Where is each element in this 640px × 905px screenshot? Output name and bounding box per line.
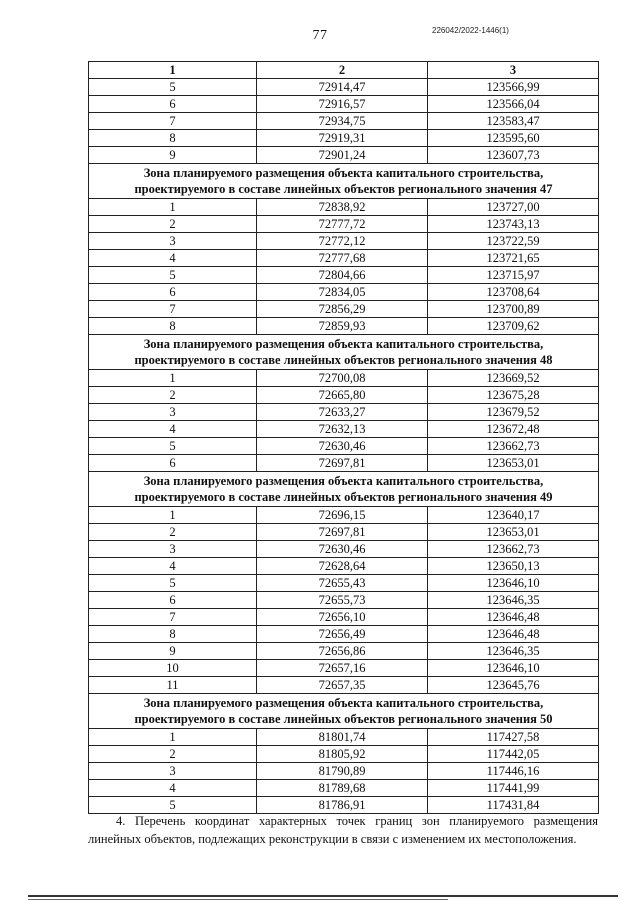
x-coordinate-cell: 72696,15 <box>257 507 428 524</box>
point-number-cell: 3 <box>89 541 257 558</box>
point-number-cell: 1 <box>89 729 257 746</box>
point-number-cell: 2 <box>89 746 257 763</box>
y-coordinate-cell: 123646,35 <box>428 592 599 609</box>
point-number-cell: 7 <box>89 609 257 626</box>
x-coordinate-cell: 72916,57 <box>257 96 428 113</box>
y-coordinate-cell: 117427,58 <box>428 729 599 746</box>
zone-title-row <box>89 694 599 729</box>
x-coordinate-cell: 72777,72 <box>257 216 428 233</box>
x-coordinate-cell: 81786,91 <box>257 797 428 814</box>
x-coordinate-cell: 72697,81 <box>257 455 428 472</box>
point-number-cell: 6 <box>89 96 257 113</box>
y-coordinate-cell: 123646,10 <box>428 575 599 592</box>
table-row <box>89 233 599 250</box>
table-header-row <box>89 62 599 79</box>
y-coordinate-cell: 117441,99 <box>428 780 599 797</box>
header-cell: 2 <box>257 62 428 79</box>
table-row <box>89 746 599 763</box>
x-coordinate-cell: 72834,05 <box>257 284 428 301</box>
point-number-cell: 1 <box>89 199 257 216</box>
x-coordinate-cell: 81801,74 <box>257 729 428 746</box>
y-coordinate-cell: 123700,89 <box>428 301 599 318</box>
table-row <box>89 267 599 284</box>
point-number-cell: 4 <box>89 558 257 575</box>
zone-title-line: Зона планируемого размещения объекта капитального строительства, <box>143 166 544 180</box>
x-coordinate-cell: 72859,93 <box>257 318 428 335</box>
point-number-cell: 7 <box>89 301 257 318</box>
point-number-cell: 5 <box>89 438 257 455</box>
table-row <box>89 455 599 472</box>
table-row <box>89 763 599 780</box>
footer-paragraph: 4. Перечень координат характерных точек границ зон планируемого размещения линейных объектов, подлежащих реконструкции в связи с изменением их местоположения. <box>88 814 598 846</box>
document-id: 226042/2022-1446(1) <box>432 26 509 35</box>
x-coordinate-cell: 72628,64 <box>257 558 428 575</box>
point-number-cell: 1 <box>89 370 257 387</box>
point-number-cell: 4 <box>89 250 257 267</box>
y-coordinate-cell: 123645,76 <box>428 677 599 694</box>
x-coordinate-cell: 72656,10 <box>257 609 428 626</box>
table-row <box>89 507 599 524</box>
y-coordinate-cell: 123709,62 <box>428 318 599 335</box>
table-row <box>89 524 599 541</box>
y-coordinate-cell: 123583,47 <box>428 113 599 130</box>
table-row <box>89 96 599 113</box>
zone-title-line: проектируемого в составе линейных объектов регионального значения 50 <box>134 712 553 726</box>
table-row <box>89 113 599 130</box>
x-coordinate-cell: 72665,80 <box>257 387 428 404</box>
table-row <box>89 284 599 301</box>
y-coordinate-cell: 123646,48 <box>428 626 599 643</box>
x-coordinate-cell: 72856,29 <box>257 301 428 318</box>
table-row <box>89 404 599 421</box>
point-number-cell: 4 <box>89 780 257 797</box>
zone-title <box>89 472 599 507</box>
y-coordinate-cell: 123653,01 <box>428 524 599 541</box>
x-coordinate-cell: 72656,49 <box>257 626 428 643</box>
point-number-cell: 8 <box>89 318 257 335</box>
point-number-cell: 10 <box>89 660 257 677</box>
table-body <box>89 79 599 814</box>
table-row <box>89 147 599 164</box>
zone-title <box>89 335 599 370</box>
zone-title <box>89 694 599 729</box>
table-row <box>89 592 599 609</box>
y-coordinate-cell: 123721,65 <box>428 250 599 267</box>
x-coordinate-cell: 72630,46 <box>257 541 428 558</box>
x-coordinate-cell: 72804,66 <box>257 267 428 284</box>
x-coordinate-cell: 81805,92 <box>257 746 428 763</box>
point-number-cell: 8 <box>89 626 257 643</box>
zone-title-line: Зона планируемого размещения объекта капитального строительства, <box>143 696 544 710</box>
table-row <box>89 660 599 677</box>
y-coordinate-cell: 123595,60 <box>428 130 599 147</box>
y-coordinate-cell: 117446,16 <box>428 763 599 780</box>
point-number-cell: 5 <box>89 797 257 814</box>
x-coordinate-cell: 72657,35 <box>257 677 428 694</box>
y-coordinate-cell: 123722,59 <box>428 233 599 250</box>
zone-title-line: Зона планируемого размещения объекта капитального строительства, <box>143 337 544 351</box>
zone-title-line: проектируемого в составе линейных объектов регионального значения 49 <box>134 490 553 504</box>
x-coordinate-cell: 72919,31 <box>257 130 428 147</box>
zone-title-line: Зона планируемого размещения объекта капитального строительства, <box>143 474 544 488</box>
point-number-cell: 3 <box>89 404 257 421</box>
y-coordinate-cell: 123743,13 <box>428 216 599 233</box>
bottom-rule-thin <box>28 899 448 900</box>
bottom-rule <box>28 895 618 897</box>
y-coordinate-cell: 123653,01 <box>428 455 599 472</box>
point-number-cell: 9 <box>89 643 257 660</box>
page-number: 77 <box>312 28 328 43</box>
zone-title-line: проектируемого в составе линейных объектов регионального значения 48 <box>134 353 553 367</box>
x-coordinate-cell: 81789,68 <box>257 780 428 797</box>
x-coordinate-cell: 72934,75 <box>257 113 428 130</box>
table-row <box>89 199 599 216</box>
table-row <box>89 558 599 575</box>
zone-title-row <box>89 335 599 370</box>
y-coordinate-cell: 123566,04 <box>428 96 599 113</box>
table-row <box>89 729 599 746</box>
y-coordinate-cell: 123646,10 <box>428 660 599 677</box>
y-coordinate-cell: 123662,73 <box>428 541 599 558</box>
y-coordinate-cell: 123708,64 <box>428 284 599 301</box>
coordinates-table <box>88 61 599 814</box>
x-coordinate-cell: 72632,13 <box>257 421 428 438</box>
table-row <box>89 250 599 267</box>
x-coordinate-cell: 81790,89 <box>257 763 428 780</box>
table-row <box>89 797 599 814</box>
table-row <box>89 421 599 438</box>
y-coordinate-cell: 123662,73 <box>428 438 599 455</box>
table-row <box>89 541 599 558</box>
point-number-cell: 6 <box>89 284 257 301</box>
zone-title-line: проектируемого в составе линейных объектов регионального значения 47 <box>134 182 553 196</box>
table-row <box>89 626 599 643</box>
y-coordinate-cell: 123679,52 <box>428 404 599 421</box>
table-row <box>89 575 599 592</box>
header-cell: 1 <box>89 62 257 79</box>
point-number-cell: 2 <box>89 524 257 541</box>
y-coordinate-cell: 123715,97 <box>428 267 599 284</box>
x-coordinate-cell: 72630,46 <box>257 438 428 455</box>
y-coordinate-cell: 123566,99 <box>428 79 599 96</box>
y-coordinate-cell: 123646,35 <box>428 643 599 660</box>
x-coordinate-cell: 72655,73 <box>257 592 428 609</box>
y-coordinate-cell: 117442,05 <box>428 746 599 763</box>
y-coordinate-cell: 123646,48 <box>428 609 599 626</box>
point-number-cell: 6 <box>89 592 257 609</box>
x-coordinate-cell: 72700,08 <box>257 370 428 387</box>
table-row <box>89 301 599 318</box>
point-number-cell: 3 <box>89 233 257 250</box>
y-coordinate-cell: 123672,48 <box>428 421 599 438</box>
table-row <box>89 387 599 404</box>
table-row <box>89 609 599 626</box>
header-cell: 3 <box>428 62 599 79</box>
zone-title-row <box>89 164 599 199</box>
table-row <box>89 677 599 694</box>
x-coordinate-cell: 72772,12 <box>257 233 428 250</box>
x-coordinate-cell: 72838,92 <box>257 199 428 216</box>
zone-title <box>89 164 599 199</box>
y-coordinate-cell: 123675,28 <box>428 387 599 404</box>
y-coordinate-cell: 117431,84 <box>428 797 599 814</box>
point-number-cell: 11 <box>89 677 257 694</box>
x-coordinate-cell: 72901,24 <box>257 147 428 164</box>
x-coordinate-cell: 72633,27 <box>257 404 428 421</box>
x-coordinate-cell: 72656,86 <box>257 643 428 660</box>
point-number-cell: 1 <box>89 507 257 524</box>
table-row <box>89 216 599 233</box>
point-number-cell: 3 <box>89 763 257 780</box>
point-number-cell: 9 <box>89 147 257 164</box>
y-coordinate-cell: 123640,17 <box>428 507 599 524</box>
point-number-cell: 5 <box>89 79 257 96</box>
y-coordinate-cell: 123650,13 <box>428 558 599 575</box>
table-row <box>89 318 599 335</box>
point-number-cell: 5 <box>89 575 257 592</box>
point-number-cell: 2 <box>89 387 257 404</box>
x-coordinate-cell: 72697,81 <box>257 524 428 541</box>
y-coordinate-cell: 123607,73 <box>428 147 599 164</box>
point-number-cell: 5 <box>89 267 257 284</box>
x-coordinate-cell: 72914,47 <box>257 79 428 96</box>
x-coordinate-cell: 72655,43 <box>257 575 428 592</box>
y-coordinate-cell: 123727,00 <box>428 199 599 216</box>
point-number-cell: 2 <box>89 216 257 233</box>
point-number-cell: 8 <box>89 130 257 147</box>
point-number-cell: 4 <box>89 421 257 438</box>
table-row <box>89 130 599 147</box>
table-row <box>89 643 599 660</box>
zone-title-row <box>89 472 599 507</box>
point-number-cell: 6 <box>89 455 257 472</box>
table-row <box>89 438 599 455</box>
y-coordinate-cell: 123669,52 <box>428 370 599 387</box>
point-number-cell: 7 <box>89 113 257 130</box>
table-row <box>89 370 599 387</box>
table-row <box>89 79 599 96</box>
x-coordinate-cell: 72657,16 <box>257 660 428 677</box>
table-row <box>89 780 599 797</box>
x-coordinate-cell: 72777,68 <box>257 250 428 267</box>
